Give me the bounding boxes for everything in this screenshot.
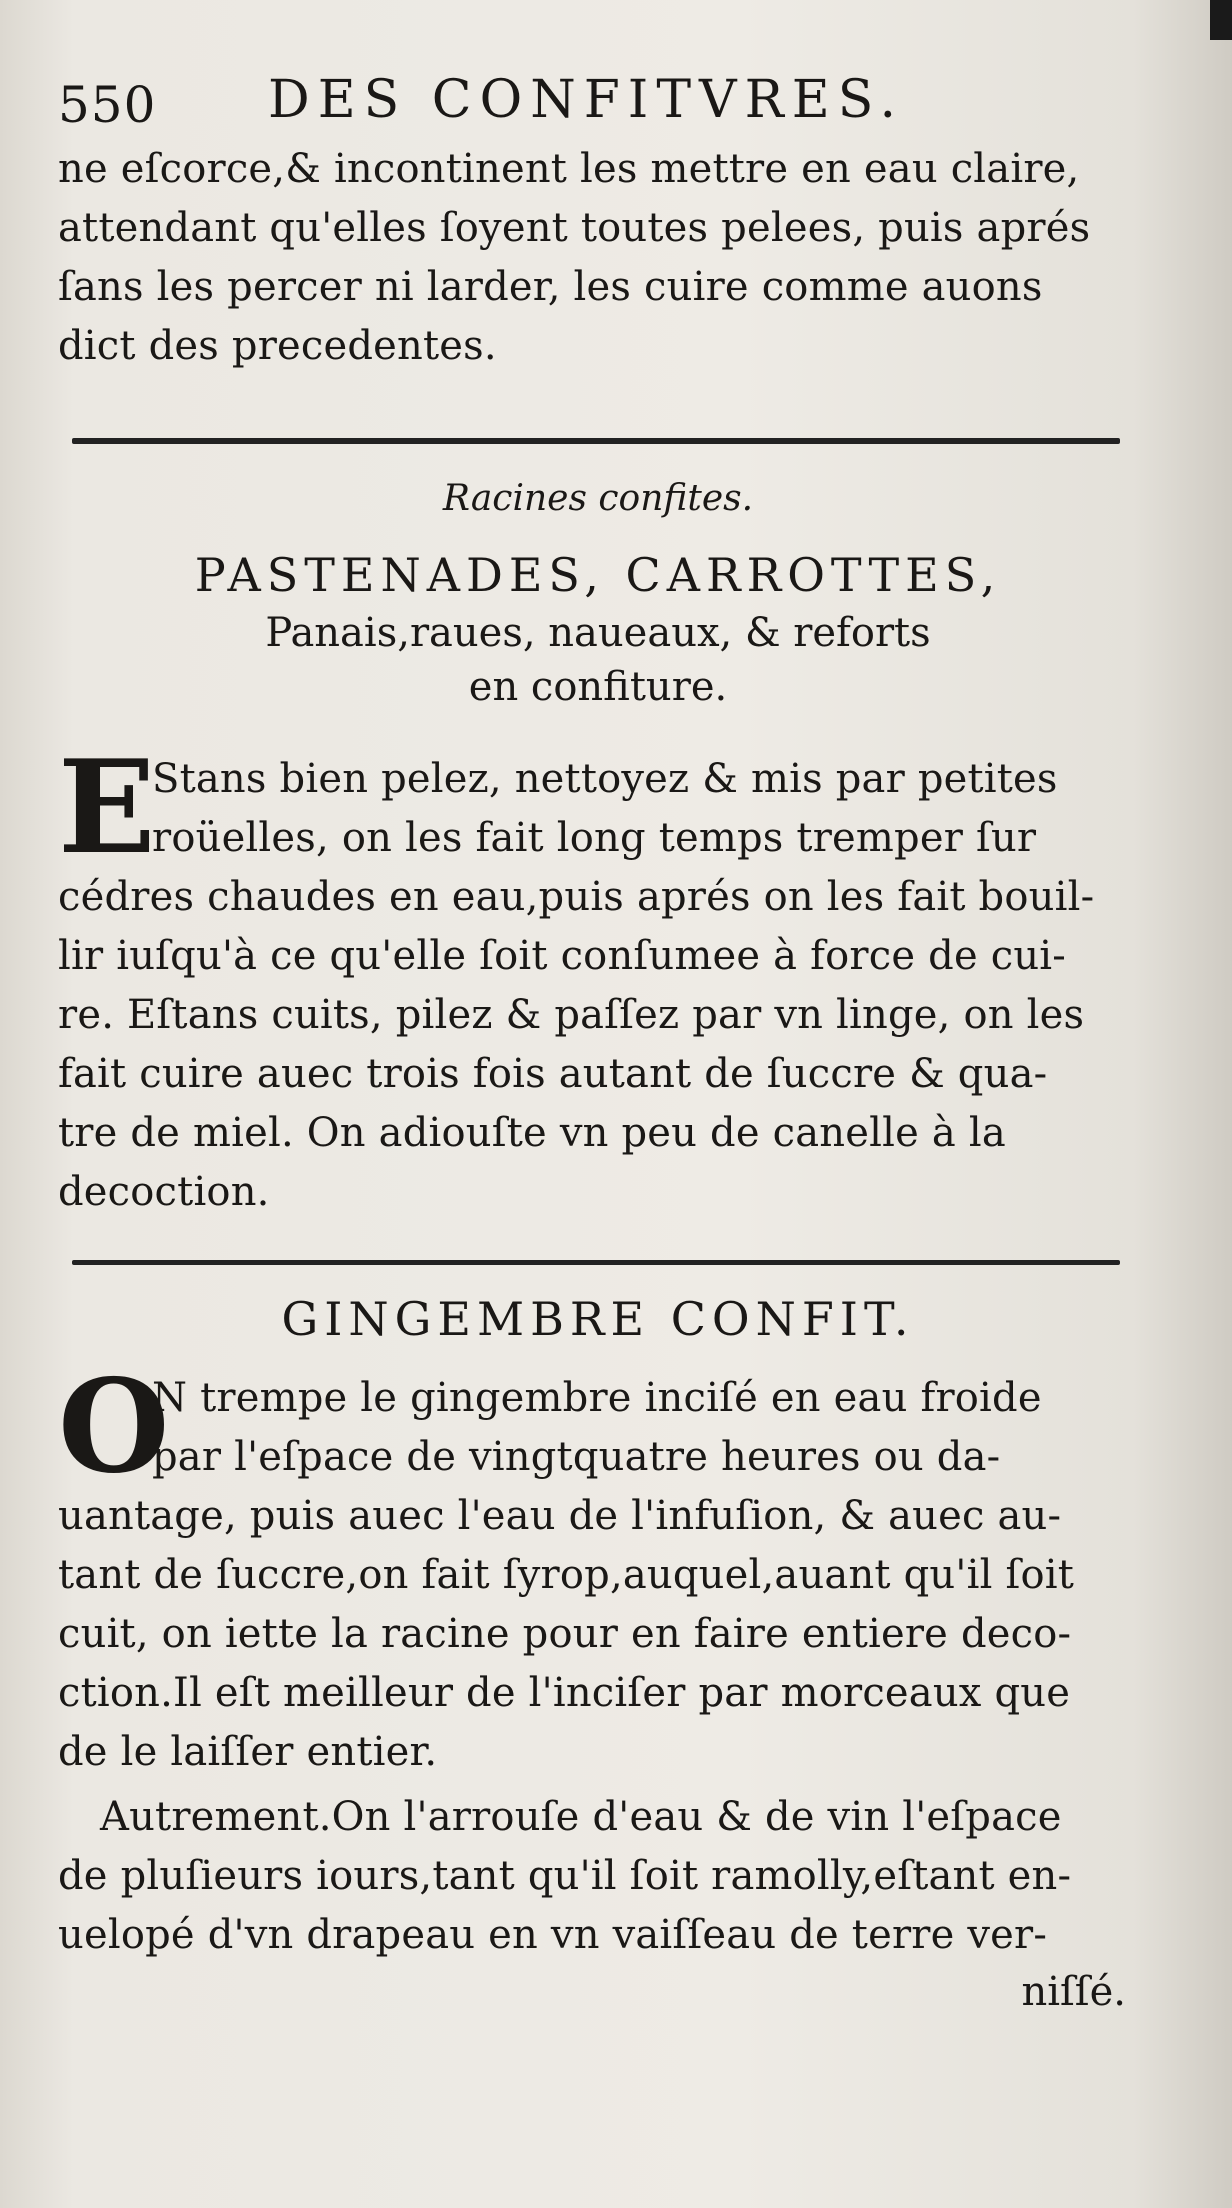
- page-number: 550: [58, 76, 157, 134]
- page-edge-shadow: [1210, 0, 1232, 40]
- text-line: uelopé d'vn drapeau en vn vaiſſeau de terre ver-: [58, 1912, 1048, 1958]
- section2-paragraph: [58, 1352, 1138, 1782]
- running-title: DES CONFITVRES.: [268, 70, 904, 130]
- section-divider: [72, 438, 1120, 444]
- catchword: niſſé.: [1021, 1969, 1126, 2015]
- text-line: tant de ſuccre,on fait ſyrop,auquel,auant qu'il ſoit: [58, 1552, 1075, 1598]
- section1-heading: PASTENADES, CARROTTES,: [194, 548, 1002, 602]
- text-line: tre de miel. On adiouſte vn peu de canelle à la: [58, 1110, 1006, 1156]
- intro-paragraph: [58, 140, 1138, 376]
- text-line: N trempe le gingembre inciſé en eau froide: [152, 1375, 1042, 1421]
- section1-paragraph: [58, 733, 1138, 1222]
- section-label: Racines confites.: [442, 478, 754, 519]
- drop-cap: E: [58, 733, 156, 883]
- page-content: [58, 70, 1138, 2019]
- text-line: cédres chaudes en eau,puis aprés on les fait bouil-: [58, 874, 1095, 920]
- text-line: ction.Il eſt meilleur de l'inciſer par morceaux que: [58, 1670, 1071, 1716]
- text-line: ſans les percer ni larder, les cuire comme auons: [58, 264, 1043, 310]
- section2-paragraph-2: [58, 1788, 1138, 1965]
- section2-heading: GINGEMBRE CONFIT.: [281, 1292, 915, 1346]
- subheading-line: en confiture.: [468, 664, 728, 710]
- text-line: attendant qu'elles ſoyent toutes pelees, puis aprés: [58, 205, 1091, 251]
- text-line: par l'eſpace de vingtquatre heures ou da-: [152, 1434, 1001, 1480]
- text-line: Stans bien pelez, nettoyez & mis par petites: [152, 756, 1058, 802]
- text-line: cuit, on iette la racine pour en faire entiere deco-: [58, 1611, 1072, 1657]
- text-line: Autrement.On l'arrouſe d'eau & de vin l'eſpace: [100, 1794, 1062, 1840]
- text-line: decoction.: [58, 1169, 270, 1215]
- text-line: re. Eſtans cuits, pilez & paſſez par vn linge, on les: [58, 992, 1085, 1038]
- text-line: ne eſcorce,& incontinent les mettre en eau claire,: [58, 146, 1080, 192]
- section1-subheading: [58, 606, 1138, 714]
- text-line: uantage, puis auec l'eau de l'infuſion, & auec au-: [58, 1493, 1062, 1539]
- text-line: dict des precedentes.: [58, 323, 497, 369]
- text-line: lir iuſqu'à ce qu'elle ſoit conſumee à force de cui-: [58, 933, 1066, 979]
- section-divider: [72, 1260, 1120, 1265]
- drop-cap: O: [58, 1352, 170, 1502]
- text-line: de le laiſſer entier.: [58, 1729, 438, 1775]
- text-line: de pluſieurs iours,tant qu'il ſoit ramolly,eſtant en-: [58, 1853, 1072, 1899]
- text-line: fait cuire auec trois fois autant de ſuccre & qua-: [58, 1051, 1048, 1097]
- text-line: roüelles, on les fait long temps tremper ſur: [152, 815, 1037, 861]
- subheading-line: Panais,raues, naueaux, & reforts: [265, 610, 931, 656]
- running-head: [58, 70, 1138, 140]
